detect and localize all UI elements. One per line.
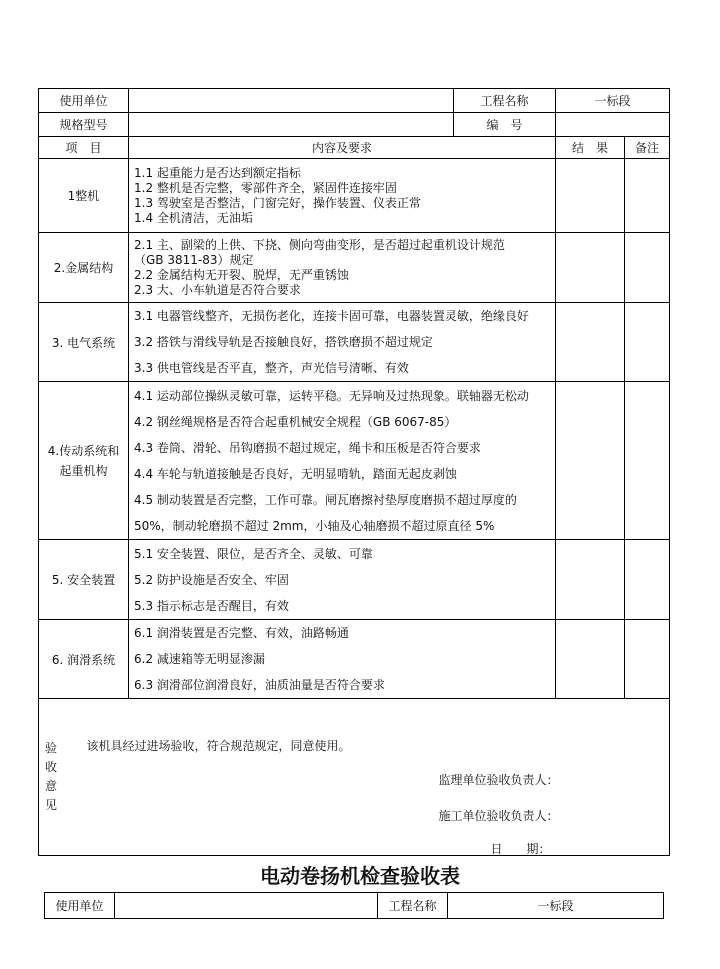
- result-cell[interactable]: [556, 620, 625, 699]
- section-name-line: 4.传动系统和: [47, 443, 120, 458]
- requirement-line: 50%，制动轮磨损不超过 2mm，小轴及心轴磨损不超过原直径 5%: [134, 518, 495, 533]
- table-row: [39, 540, 670, 620]
- user-unit-value[interactable]: [115, 893, 378, 919]
- requirement-line: 3.3 供电管线是否平直，整齐，声光信号清晰、有效: [134, 361, 409, 375]
- supervisor-signature-label: 监理单位验收负责人：: [438, 773, 559, 787]
- model-label: 规格型号: [39, 113, 129, 137]
- requirement-line: 1.2 整机是否完整，零部件齐全，紧固件连接牢固: [134, 180, 397, 195]
- remark-cell[interactable]: [625, 540, 670, 620]
- column-result: 结 果: [556, 137, 625, 159]
- requirement-line: 4.5 制动装置是否完整，工作可靠。闸瓦磨擦衬垫厚度磨损不超过厚度的: [134, 492, 517, 507]
- section-name: 5. 安全装置: [39, 540, 129, 620]
- remark-cell[interactable]: [625, 382, 670, 540]
- date-label: 日 期：: [490, 842, 551, 856]
- section-name: 6. 润滑系统: [39, 620, 129, 699]
- model-value[interactable]: [129, 113, 454, 137]
- user-unit-label: 使用单位: [45, 893, 115, 919]
- requirement-line: 1.4 全机清洁，无油垢: [134, 210, 253, 225]
- column-remark: 备注: [625, 137, 670, 159]
- requirement-line: 4.3 卷筒、滑轮、吊钩磨损不超过规定，绳卡和压板是否符合要求: [134, 440, 481, 455]
- section-content: [129, 159, 556, 233]
- serial-label: 编 号: [454, 113, 556, 137]
- remark-cell[interactable]: [625, 620, 670, 699]
- table-row: [39, 233, 670, 303]
- opinion-content: [86, 699, 670, 856]
- column-content: 内容及要求: [129, 137, 556, 159]
- requirement-line: 5.3 指示标志是否醒目，有效: [134, 598, 289, 613]
- result-cell[interactable]: [556, 303, 625, 382]
- section-content: [129, 540, 556, 620]
- table-row: [39, 303, 670, 382]
- result-cell[interactable]: [556, 382, 625, 540]
- table-row: [39, 382, 670, 540]
- remark-cell[interactable]: [625, 233, 670, 303]
- opinion-label: [39, 699, 129, 856]
- project-name-value[interactable]: 一标段: [556, 89, 670, 113]
- section-content: [129, 303, 556, 382]
- result-cell[interactable]: [556, 233, 625, 303]
- second-form-title: 电动卷扬机检查验收表: [260, 864, 460, 888]
- requirement-line: 5.1 安全装置、限位，是否齐全、灵敏、可靠: [134, 546, 373, 561]
- opinion-label-char: 意: [45, 779, 58, 793]
- opinion-label-char: 收: [45, 760, 58, 774]
- requirement-line: 1.1 起重能力是否达到额定指标: [134, 165, 301, 180]
- opinion-label-char: 见: [45, 798, 58, 812]
- column-item: 项 目: [39, 137, 129, 159]
- project-name-label: 工程名称: [378, 893, 448, 919]
- remark-cell[interactable]: [625, 159, 670, 233]
- contractor-signature-label: 施工单位验收负责人：: [438, 809, 559, 823]
- result-cell[interactable]: [556, 540, 625, 620]
- opinion-text: 该机具经过进场验收，符合规范规定，同意使用。: [86, 739, 351, 753]
- section-content: [129, 233, 556, 303]
- requirement-line: 6.1 润滑装置是否完整、有效，油路畅通: [134, 626, 349, 640]
- requirement-line: 4.4 车轮与轨道接触是否良好，无明显啃轨，踏面无起皮剥蚀: [134, 466, 457, 481]
- section-content: [129, 620, 556, 699]
- opinion-label-char: 验: [45, 741, 58, 755]
- requirement-line: 3.1 电器管线整齐，无损伤老化，连接卡固可靠，电器装置灵敏，绝缘良好: [134, 309, 529, 323]
- project-name-label: 工程名称: [454, 89, 556, 113]
- section-name: 1整机: [39, 159, 129, 233]
- requirement-line: 3.2 搭铁与滑线导轨是否接触良好，搭铁磨损不超过规定: [134, 335, 433, 349]
- serial-value[interactable]: [556, 113, 670, 137]
- second-form-table: [44, 892, 664, 919]
- user-unit-value[interactable]: [129, 89, 454, 113]
- requirement-line: 6.2 减速箱等无明显渗漏: [134, 652, 265, 666]
- section-content: [129, 382, 556, 540]
- user-unit-label: 使用单位: [39, 89, 129, 113]
- table-row: [39, 620, 670, 699]
- section-name: [39, 382, 129, 540]
- section-name-line: 起重机构: [59, 463, 108, 478]
- table-row: [39, 159, 670, 233]
- inspection-form-table: [38, 88, 670, 856]
- requirement-line: 2.1 主、副梁的上供、下挠、侧向弯曲变形，是否超过起重机设计规范: [134, 237, 505, 252]
- requirement-line: 2.3 大、小车轨道是否符合要求: [134, 282, 301, 297]
- remark-cell[interactable]: [625, 303, 670, 382]
- requirement-line: 4.1 运动部位操纵灵敏可靠，运转平稳。无异响及过热现象。联轴器无松动: [134, 388, 529, 403]
- section-name: 2.金属结构: [39, 233, 129, 303]
- requirement-line: 4.2 钢丝绳规格是否符合起重机械安全规程（GB 6067-85）: [134, 414, 457, 429]
- result-cell[interactable]: [556, 159, 625, 233]
- project-name-value[interactable]: 一标段: [448, 893, 664, 919]
- requirement-line: 6.3 润滑部位润滑良好，油质油量是否符合要求: [134, 678, 385, 692]
- requirement-line: 1.3 驾驶室是否整洁，门窗完好，操作装置、仪表正常: [134, 195, 421, 210]
- section-name: 3. 电气系统: [39, 303, 129, 382]
- requirement-line: 5.2 防护设施是否安全、牢固: [134, 572, 289, 587]
- requirement-line: 2.2 金属结构无开裂、脱焊，无严重锈蚀: [134, 267, 349, 282]
- opinion-row: [39, 699, 670, 856]
- requirement-line: （GB 3811-83）规定: [134, 252, 254, 267]
